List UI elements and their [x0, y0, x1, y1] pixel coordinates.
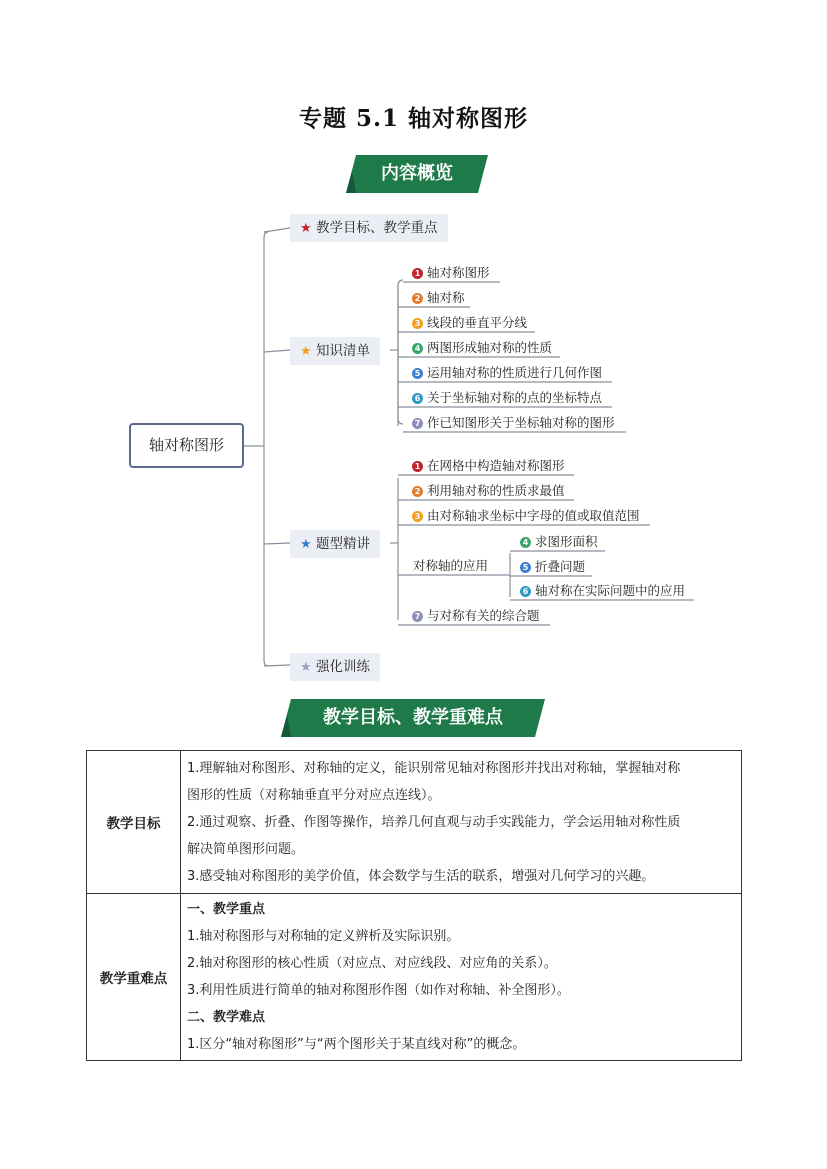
application-label: 对称轴的应用	[413, 558, 489, 573]
application-item	[520, 582, 685, 600]
key-point-line: 1.轴对称图形与对称轴的定义辨析及实际识别。	[187, 929, 460, 944]
star-icon: ★	[300, 344, 312, 359]
key-points-content	[181, 894, 742, 1061]
knowledge-item	[412, 339, 552, 357]
number-badge-icon: 1	[412, 461, 423, 472]
goals-content	[181, 751, 742, 894]
knowledge-item-text: 轴对称图形	[427, 265, 490, 280]
table-row	[87, 751, 742, 894]
key-point-line: 2.轴对称图形的核心性质（对应点、对应线段、对应角的关系）。	[187, 956, 557, 971]
number-badge-icon: 1	[412, 268, 423, 279]
application-item-text: 折叠问题	[535, 559, 586, 574]
type-item-text: 与对称有关的综合题	[427, 608, 540, 623]
type-item	[412, 457, 565, 475]
row-header-key-points: 教学重难点	[87, 894, 181, 1061]
knowledge-item	[412, 414, 615, 432]
branch-knowledge-list	[290, 337, 380, 365]
number-badge-icon: 5	[412, 368, 423, 379]
number-badge-icon: 2	[412, 293, 423, 304]
number-badge-icon: 3	[412, 318, 423, 329]
type-item	[412, 507, 640, 525]
number-badge-icon: 4	[412, 343, 423, 354]
application-item-text: 轴对称在实际问题中的应用	[535, 583, 686, 598]
goal-line: 2.通过观察、折叠、作图等操作，培养几何直观与动手实践能力，学会运用轴对称性质	[187, 814, 681, 830]
goals-banner-label: 教学目标、教学重难点	[323, 707, 503, 728]
knowledge-item-text: 关于坐标轴对称的点的坐标特点	[427, 390, 603, 405]
knowledge-item-text: 两图形成轴对称的性质	[427, 340, 553, 355]
type-item	[412, 482, 565, 500]
branch-practice	[290, 653, 380, 681]
overview-banner-label: 内容概览	[381, 163, 453, 184]
knowledge-item-text: 线段的垂直平分线	[427, 315, 528, 330]
number-badge-icon: 2	[412, 486, 423, 497]
knowledge-item-text: 作已知图形关于坐标轴对称的图形	[427, 415, 615, 430]
knowledge-item-text: 运用轴对称的性质进行几何作图	[427, 365, 603, 380]
key-point-line: 3.利用性质进行简单的轴对称图形作图（如作对称轴、补全图形）。	[187, 983, 570, 998]
page-title: 专题 5.1 轴对称图形	[298, 105, 529, 132]
branch-label: 知识清单	[316, 343, 370, 359]
branch-label: 教学目标、教学重点	[316, 220, 438, 236]
star-icon: ★	[300, 537, 312, 552]
row-header-goals: 教学目标	[87, 751, 181, 894]
application-item	[520, 558, 585, 576]
goals-banner	[281, 699, 545, 737]
star-icon: ★	[300, 221, 312, 236]
goal-line: 解决简单图形问题。	[187, 841, 305, 857]
number-badge-icon: 6	[412, 393, 423, 404]
branch-question-types	[290, 530, 380, 558]
star-icon: ★	[300, 660, 312, 675]
application-item	[520, 533, 598, 551]
number-badge-icon: 7	[412, 418, 423, 429]
type-item-text: 利用轴对称的性质求最值	[427, 483, 565, 498]
knowledge-item	[412, 264, 490, 282]
table-row	[87, 894, 742, 1061]
type-item-text: 在网格中构造轴对称图形	[427, 458, 565, 473]
type-item-text: 由对称轴求坐标中字母的值或取值范围	[427, 508, 640, 523]
number-badge-icon: 7	[412, 611, 423, 622]
application-item-text: 求图形面积	[535, 534, 598, 549]
knowledge-item	[412, 289, 465, 307]
number-badge-icon: 6	[520, 586, 531, 597]
goal-line: 图形的性质（对称轴垂直平分对应点连线）。	[187, 787, 441, 803]
branch-label: 强化训练	[316, 659, 370, 675]
knowledge-item-text: 轴对称	[427, 290, 465, 305]
goal-line: 1.理解轴对称图形、对称轴的定义，能识别常见轴对称图形并找出对称轴，掌握轴对称	[187, 760, 681, 776]
branch-teaching-goals	[290, 214, 448, 242]
goals-table	[86, 750, 742, 1061]
knowledge-item	[412, 364, 602, 382]
number-badge-icon: 4	[520, 537, 531, 548]
difficulty-line: 1.区分“轴对称图形”与“两个图形关于某直线对称”的概念。	[187, 1037, 526, 1052]
number-badge-icon: 5	[520, 562, 531, 573]
number-badge-icon: 3	[412, 511, 423, 522]
section-heading: 二、教学难点	[187, 1010, 266, 1025]
knowledge-item	[412, 314, 527, 332]
type-item	[412, 607, 540, 625]
goal-line: 3.感受轴对称图形的美学价值，体会数学与生活的联系，增强对几何学习的兴趣。	[187, 868, 655, 884]
branch-label: 题型精讲	[316, 536, 370, 552]
knowledge-item	[412, 389, 602, 407]
section-heading: 一、教学重点	[187, 902, 266, 917]
mindmap-root: 轴对称图形	[129, 423, 244, 468]
